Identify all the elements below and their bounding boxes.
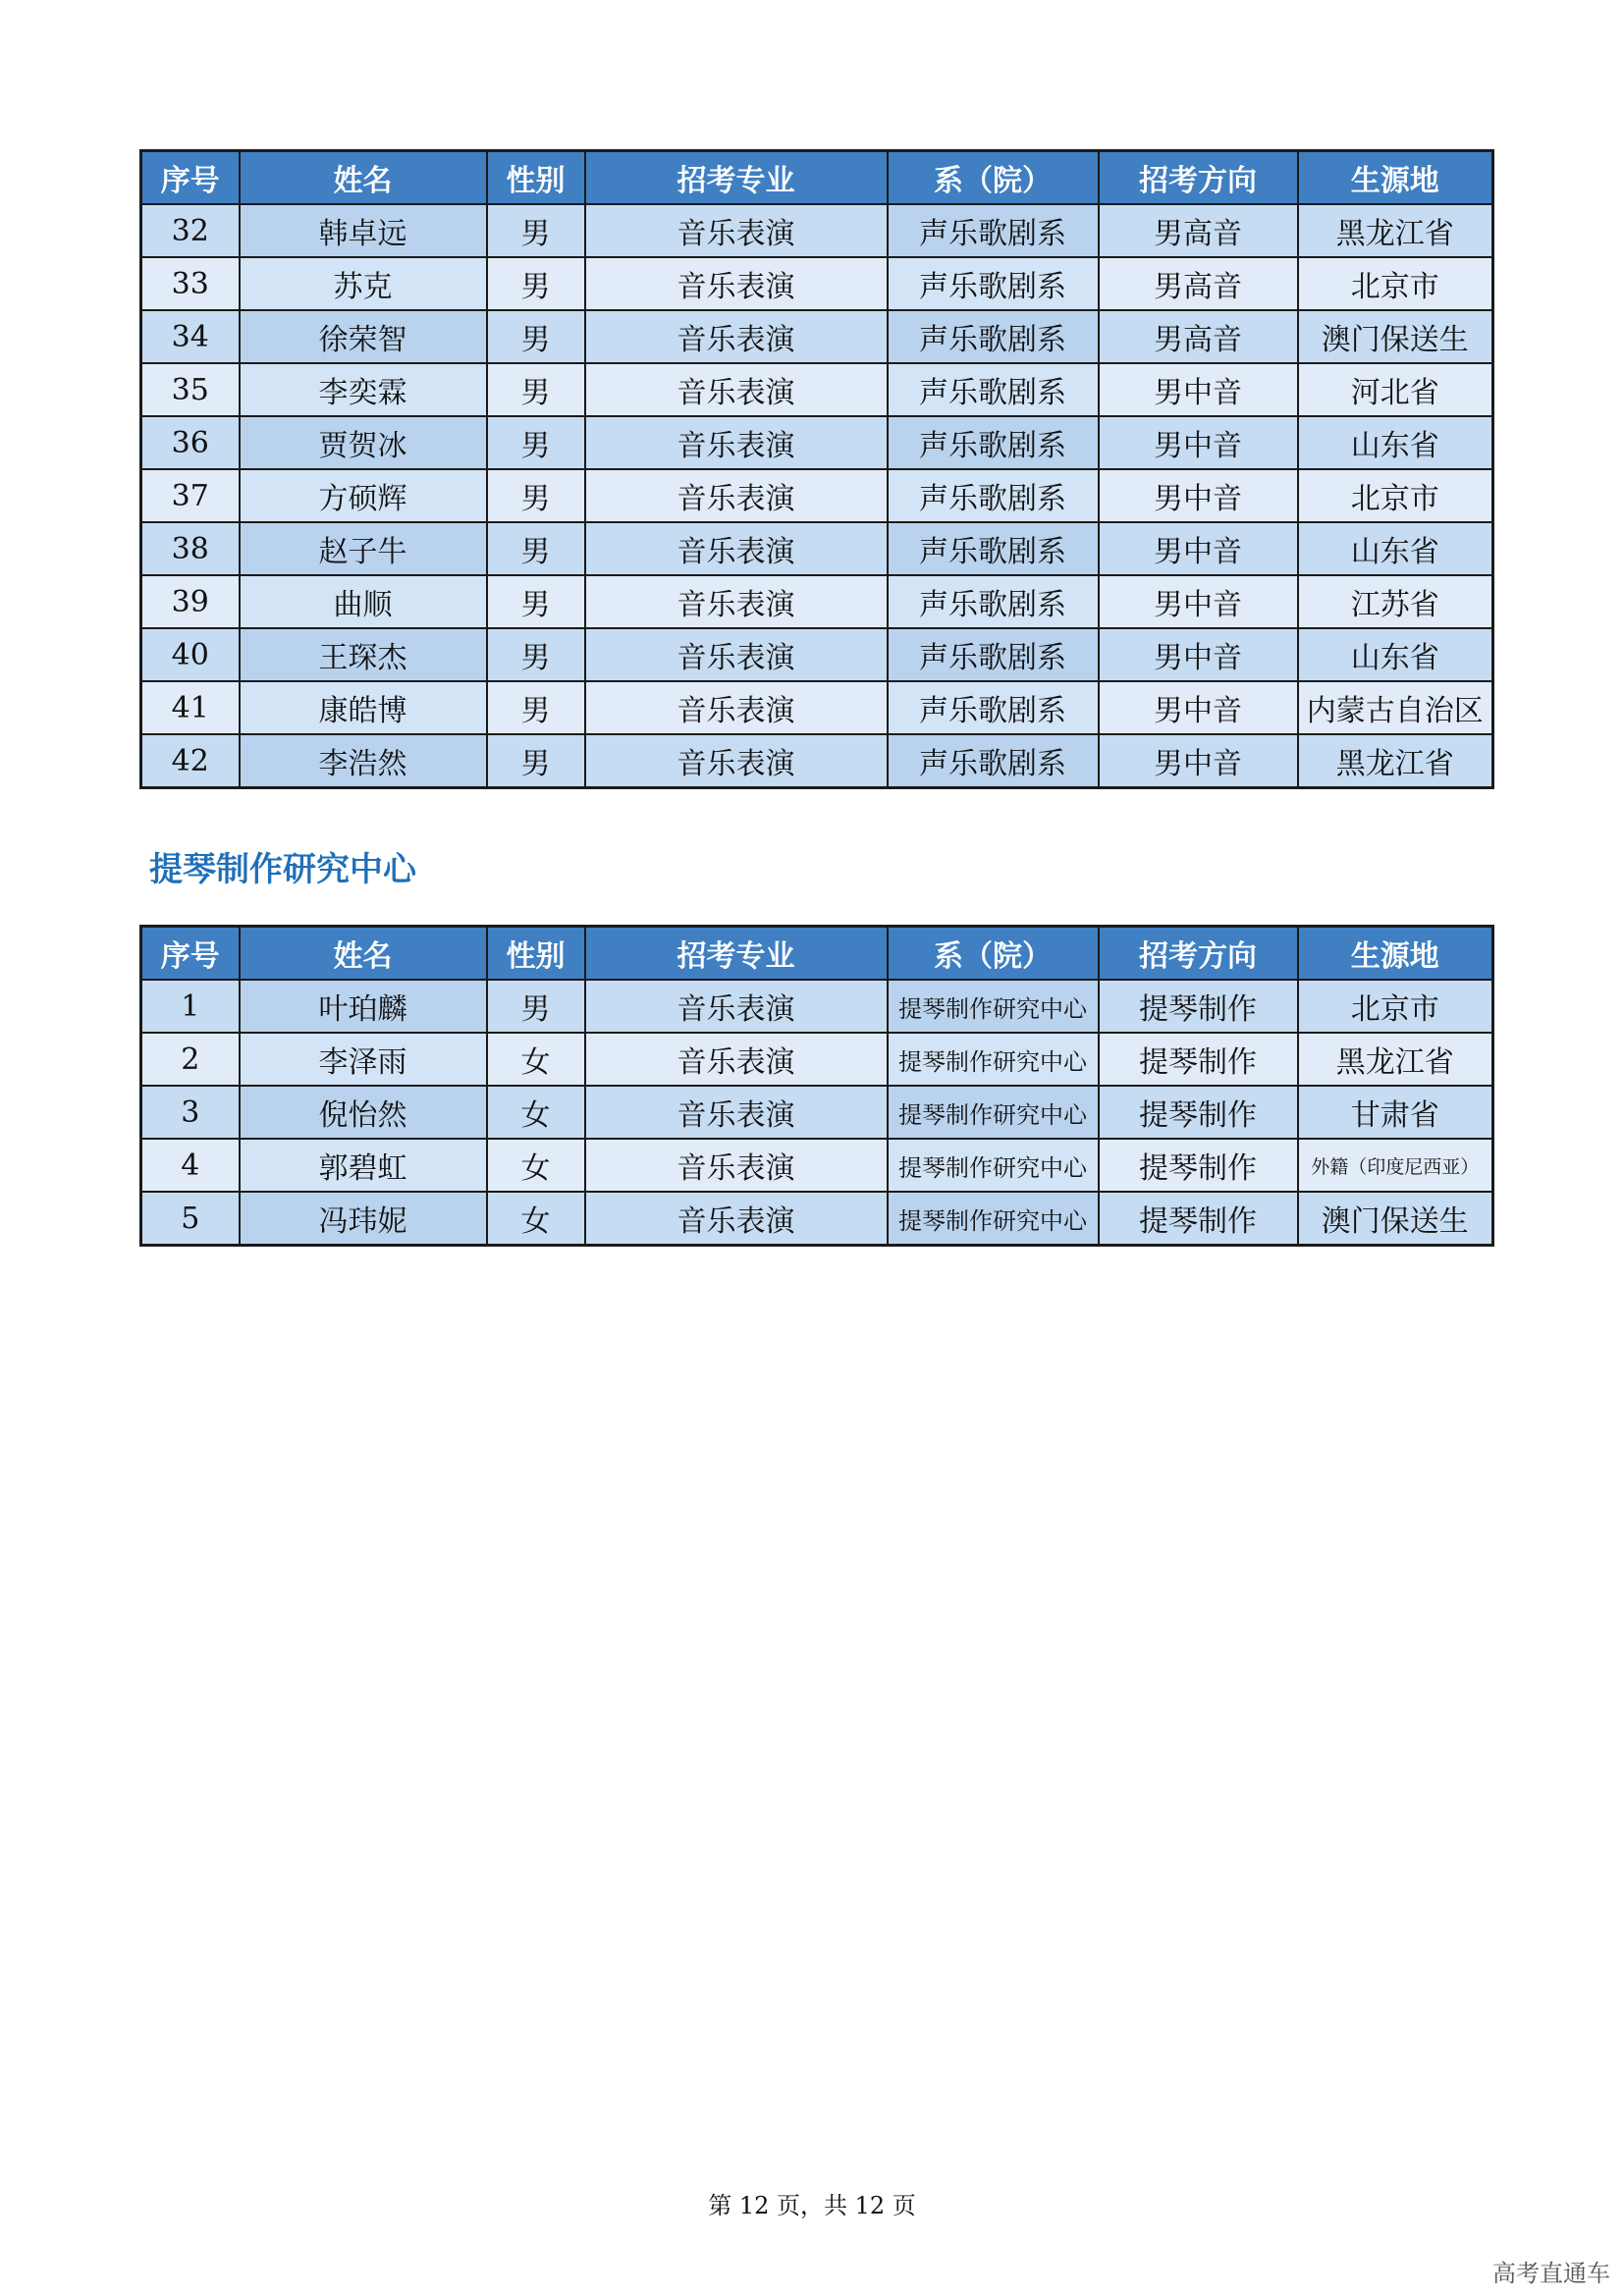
table-row [141,980,1493,1033]
table-row [141,1192,1493,1246]
cell-origin: 江苏省 [1298,575,1493,628]
cell-major: 音乐表演 [585,1033,888,1086]
cell-department: 声乐歌剧系 [888,575,1099,628]
cell-major: 音乐表演 [585,257,888,310]
cell-origin: 甘肃省 [1298,1086,1493,1139]
header-origin: 生源地 [1298,151,1493,205]
cell-direction: 提琴制作 [1099,1033,1298,1086]
cell-gender: 男 [487,522,585,575]
cell-department: 声乐歌剧系 [888,363,1099,416]
cell-direction: 男中音 [1099,416,1298,469]
cell-department: 声乐歌剧系 [888,204,1099,257]
cell-origin: 内蒙古自治区 [1298,681,1493,734]
cell-gender: 男 [487,575,585,628]
cell-major: 音乐表演 [585,575,888,628]
cell-major: 音乐表演 [585,416,888,469]
cell-index: 41 [141,681,240,734]
cell-direction: 男中音 [1099,363,1298,416]
cell-major: 音乐表演 [585,1192,888,1246]
cell-origin: 河北省 [1298,363,1493,416]
cell-direction: 男中音 [1099,628,1298,681]
cell-name: 徐荣智 [240,310,487,363]
cell-department: 声乐歌剧系 [888,310,1099,363]
cell-gender: 男 [487,469,585,522]
cell-name: 郭碧虹 [240,1139,487,1192]
cell-department: 声乐歌剧系 [888,469,1099,522]
cell-gender: 女 [487,1139,585,1192]
cell-department: 提琴制作研究中心 [888,1192,1099,1246]
cell-department: 提琴制作研究中心 [888,980,1099,1033]
header-name: 姓名 [240,151,487,205]
table-row [141,522,1493,575]
cell-index: 2 [141,1033,240,1086]
cell-origin: 澳门保送生 [1298,310,1493,363]
header-name: 姓名 [240,927,487,981]
header-index: 序号 [141,927,240,981]
cell-origin: 北京市 [1298,257,1493,310]
cell-index: 3 [141,1086,240,1139]
cell-index: 37 [141,469,240,522]
cell-origin: 山东省 [1298,522,1493,575]
cell-name: 王琛杰 [240,628,487,681]
table-header-row [141,927,1493,981]
admission-table-violin-making [139,925,1494,1247]
cell-major: 音乐表演 [585,734,888,788]
cell-gender: 男 [487,416,585,469]
cell-department: 声乐歌剧系 [888,734,1099,788]
cell-index: 4 [141,1139,240,1192]
cell-major: 音乐表演 [585,204,888,257]
header-direction: 招考方向 [1099,151,1298,205]
cell-name: 李泽雨 [240,1033,487,1086]
cell-index: 38 [141,522,240,575]
table-row [141,1033,1493,1086]
header-department: 系（院） [888,151,1099,205]
cell-index: 1 [141,980,240,1033]
cell-gender: 男 [487,628,585,681]
cell-name: 叶珀麟 [240,980,487,1033]
cell-direction: 提琴制作 [1099,1086,1298,1139]
cell-gender: 男 [487,681,585,734]
header-gender: 性别 [487,927,585,981]
cell-gender: 男 [487,310,585,363]
cell-name: 冯玮妮 [240,1192,487,1246]
table-row [141,1139,1493,1192]
cell-name: 曲顺 [240,575,487,628]
cell-direction: 男高音 [1099,204,1298,257]
cell-gender: 男 [487,980,585,1033]
cell-name: 倪怡然 [240,1086,487,1139]
table-row [141,204,1493,257]
cell-index: 34 [141,310,240,363]
table-header-row [141,151,1493,205]
cell-origin: 北京市 [1298,980,1493,1033]
cell-major: 音乐表演 [585,522,888,575]
cell-name: 康皓博 [240,681,487,734]
cell-department: 提琴制作研究中心 [888,1139,1099,1192]
cell-origin: 山东省 [1298,416,1493,469]
cell-major: 音乐表演 [585,363,888,416]
cell-name: 李奕霖 [240,363,487,416]
cell-department: 提琴制作研究中心 [888,1033,1099,1086]
cell-major: 音乐表演 [585,980,888,1033]
cell-name: 韩卓远 [240,204,487,257]
table-row [141,257,1493,310]
table-row [141,1086,1493,1139]
table-row [141,575,1493,628]
cell-department: 声乐歌剧系 [888,522,1099,575]
cell-direction: 男中音 [1099,734,1298,788]
table-row [141,628,1493,681]
cell-department: 声乐歌剧系 [888,416,1099,469]
cell-index: 33 [141,257,240,310]
cell-name: 方硕辉 [240,469,487,522]
cell-direction: 提琴制作 [1099,1139,1298,1192]
header-major: 招考专业 [585,151,888,205]
cell-name: 贾贺冰 [240,416,487,469]
cell-direction: 男中音 [1099,575,1298,628]
cell-origin: 澳门保送生 [1298,1192,1493,1246]
cell-origin: 黑龙江省 [1298,734,1493,788]
table-row [141,469,1493,522]
cell-gender: 女 [487,1086,585,1139]
cell-gender: 男 [487,734,585,788]
cell-name: 李浩然 [240,734,487,788]
cell-index: 40 [141,628,240,681]
cell-name: 苏克 [240,257,487,310]
cell-direction: 男中音 [1099,469,1298,522]
cell-origin: 黑龙江省 [1298,204,1493,257]
cell-direction: 男中音 [1099,522,1298,575]
cell-index: 36 [141,416,240,469]
table-row [141,363,1493,416]
cell-department: 声乐歌剧系 [888,628,1099,681]
watermark: 高考直通车 [1492,2260,1610,2287]
cell-index: 42 [141,734,240,788]
cell-origin: 黑龙江省 [1298,1033,1493,1086]
section-title: 提琴制作研究中心 [149,850,416,889]
cell-gender: 女 [487,1192,585,1246]
cell-gender: 女 [487,1033,585,1086]
cell-major: 音乐表演 [585,469,888,522]
cell-name: 赵子牛 [240,522,487,575]
page-footer: 第 12 页，共 12 页 [708,2192,916,2219]
cell-index: 39 [141,575,240,628]
cell-origin: 山东省 [1298,628,1493,681]
cell-origin: 外籍（印度尼西亚） [1298,1139,1493,1192]
cell-direction: 男高音 [1099,257,1298,310]
cell-gender: 男 [487,204,585,257]
cell-direction: 男高音 [1099,310,1298,363]
table-row [141,310,1493,363]
table-row [141,681,1493,734]
cell-major: 音乐表演 [585,1139,888,1192]
cell-index: 5 [141,1192,240,1246]
cell-gender: 男 [487,257,585,310]
header-direction: 招考方向 [1099,927,1298,981]
table-row [141,416,1493,469]
cell-major: 音乐表演 [585,628,888,681]
cell-origin: 北京市 [1298,469,1493,522]
cell-department: 提琴制作研究中心 [888,1086,1099,1139]
cell-direction: 提琴制作 [1099,1192,1298,1246]
cell-major: 音乐表演 [585,1086,888,1139]
header-gender: 性别 [487,151,585,205]
table-row [141,734,1493,788]
header-major: 招考专业 [585,927,888,981]
cell-major: 音乐表演 [585,681,888,734]
admission-table-vocal-opera [139,149,1494,789]
cell-department: 声乐歌剧系 [888,681,1099,734]
cell-gender: 男 [487,363,585,416]
cell-major: 音乐表演 [585,310,888,363]
cell-direction: 男中音 [1099,681,1298,734]
header-origin: 生源地 [1298,927,1493,981]
cell-index: 35 [141,363,240,416]
header-index: 序号 [141,151,240,205]
cell-index: 32 [141,204,240,257]
header-department: 系（院） [888,927,1099,981]
cell-department: 声乐歌剧系 [888,257,1099,310]
cell-direction: 提琴制作 [1099,980,1298,1033]
